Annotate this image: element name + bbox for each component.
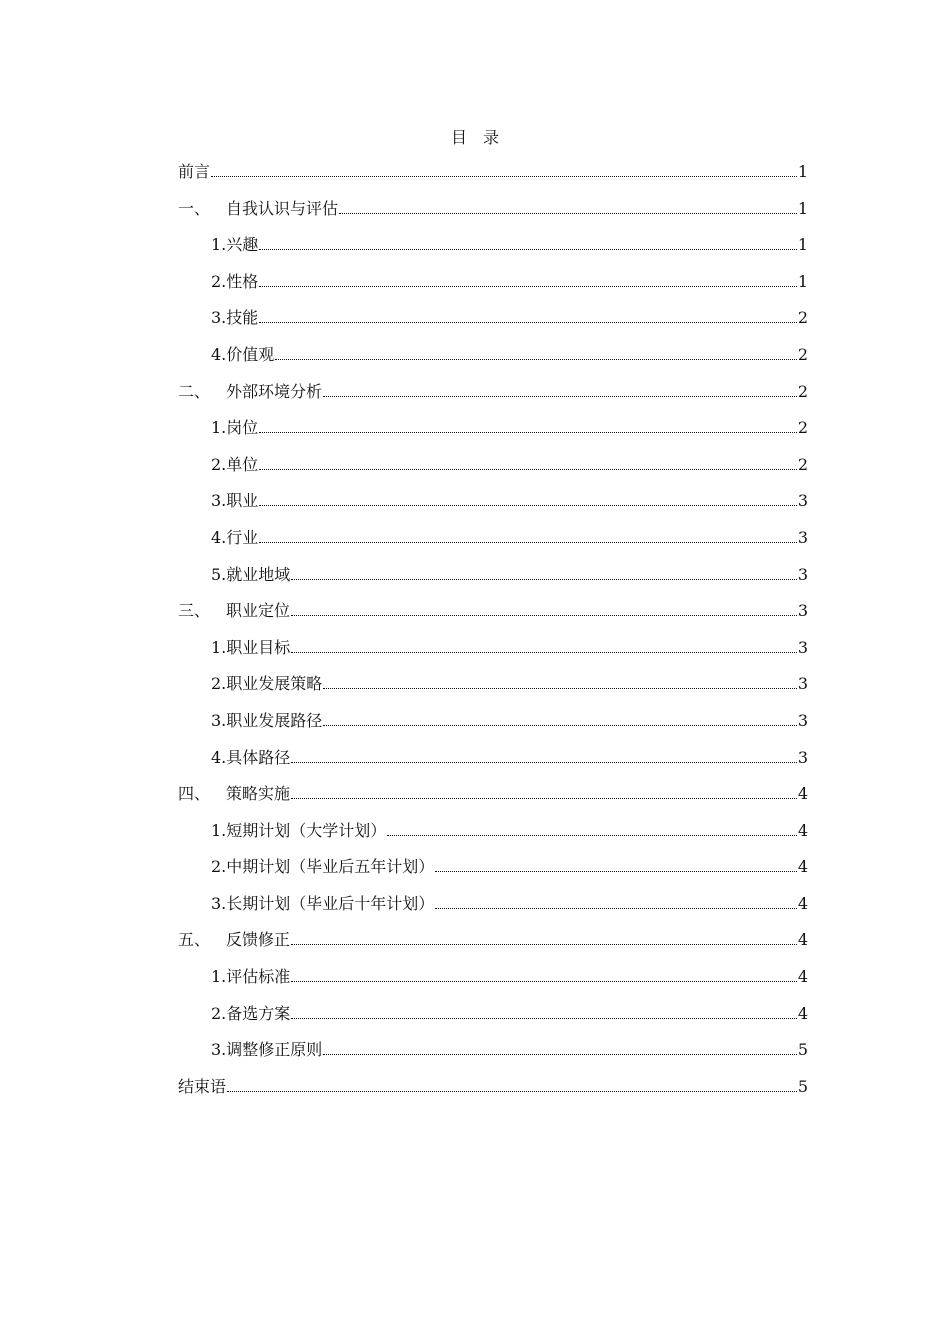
toc-entry-text: 外部环境分析 (226, 381, 323, 401)
toc-entry-number: 2. (211, 674, 227, 694)
toc-entry[interactable] (178, 343, 808, 380)
toc-entry-text: 策略实施 (226, 784, 291, 804)
toc-entry-number: 2. (211, 1003, 227, 1023)
toc-entry[interactable] (178, 1075, 808, 1112)
toc-dot-leader (291, 1018, 797, 1019)
toc-entry[interactable] (178, 1038, 808, 1075)
toc-entry-text: 职业定位 (226, 601, 291, 621)
toc-entry[interactable] (178, 453, 808, 490)
toc-page-number: 3 (797, 601, 808, 621)
toc-entry-text: 价值观 (226, 344, 275, 364)
toc-entry[interactable] (178, 709, 808, 746)
toc-entry-number: 一、 (178, 198, 211, 218)
toc-dot-leader (259, 505, 797, 506)
toc-entry[interactable] (178, 819, 808, 856)
toc-dot-leader (259, 249, 797, 250)
toc-entry-text: 性格 (226, 271, 259, 291)
toc-entry[interactable] (178, 416, 808, 453)
toc-entry-number: 4. (211, 344, 227, 364)
toc-entry-number: 四、 (178, 784, 211, 804)
toc-entry-text: 单位 (226, 454, 259, 474)
toc-dot-leader (259, 322, 797, 323)
toc-page-number: 3 (797, 710, 808, 730)
toc-entry[interactable] (178, 306, 808, 343)
toc-entry-number: 3. (211, 1040, 227, 1060)
toc-entry-number: 5. (211, 564, 227, 584)
toc-entry-text: 行业 (226, 527, 259, 547)
toc-page-number: 5 (797, 1040, 808, 1060)
toc-entry-text: 职业发展路径 (226, 710, 323, 730)
toc-entry-text: 岗位 (226, 418, 259, 438)
toc-page-number: 2 (797, 381, 808, 401)
toc-page-number: 1 (797, 198, 808, 218)
toc-entry-text: 自我认识与评估 (226, 198, 339, 218)
toc-entry-number: 3. (211, 710, 227, 730)
toc-dot-leader (259, 542, 797, 543)
toc-entry-text: 兴趣 (226, 235, 259, 255)
toc-dot-leader (291, 762, 797, 763)
toc-dot-leader (275, 359, 797, 360)
toc-entry-text: 结束语 (178, 1076, 227, 1096)
toc-entry-text: 就业地域 (226, 564, 291, 584)
toc-dot-leader (323, 725, 797, 726)
toc-page-number: 3 (797, 637, 808, 657)
toc-entry-text: 职业 (226, 491, 259, 511)
toc-entry-number: 2. (211, 857, 227, 877)
toc-entry[interactable] (178, 746, 808, 783)
toc-page-number: 3 (797, 491, 808, 511)
toc-entry-text: 备选方案 (226, 1003, 291, 1023)
toc-entry[interactable] (178, 672, 808, 709)
toc-page-number: 1 (797, 271, 808, 291)
toc-dot-leader (291, 981, 797, 982)
toc-entry-number: 五、 (178, 930, 211, 950)
toc-entry-number: 4. (211, 527, 227, 547)
toc-dot-leader (323, 688, 797, 689)
toc-entry-number: 4. (211, 747, 227, 767)
toc-entry[interactable] (178, 270, 808, 307)
toc-dot-leader (435, 908, 797, 909)
toc-entry[interactable] (178, 928, 808, 965)
toc-entry-number: 3. (211, 893, 227, 913)
toc-entry-number: 2. (211, 271, 227, 291)
toc-entry-text: 调整修正原则 (226, 1040, 323, 1060)
toc-dot-leader (323, 1054, 797, 1055)
toc-entry[interactable] (178, 526, 808, 563)
toc-entry-number: 二、 (178, 381, 211, 401)
toc-entry[interactable] (178, 1002, 808, 1039)
toc-entry[interactable] (178, 599, 808, 636)
toc-dot-leader (211, 176, 797, 177)
toc-page-number: 2 (797, 418, 808, 438)
toc-page-number: 3 (797, 747, 808, 767)
toc-page-number: 3 (797, 674, 808, 694)
toc-entry-number: 1. (211, 418, 227, 438)
toc-page-number: 4 (797, 857, 808, 877)
toc-entry-number: 1. (211, 820, 227, 840)
toc-entry-number: 3. (211, 308, 227, 328)
toc-page-number: 3 (797, 564, 808, 584)
toc-page-number: 4 (797, 820, 808, 840)
toc-entry[interactable] (178, 160, 808, 197)
toc-entry-text: 评估标准 (226, 967, 291, 987)
toc-dot-leader (291, 579, 797, 580)
toc-dot-leader (259, 286, 797, 287)
toc-entry[interactable] (178, 233, 808, 270)
toc-dot-leader (291, 798, 797, 799)
toc-dot-leader (291, 944, 797, 945)
toc-dot-leader (259, 432, 797, 433)
toc-page-number: 1 (797, 162, 808, 181)
toc-entry-number: 1. (211, 235, 227, 255)
toc-page-number: 5 (797, 1076, 808, 1096)
toc-entry[interactable] (178, 563, 808, 600)
toc-entry-text: 长期计划（毕业后十年计划） (226, 893, 435, 913)
toc-entry[interactable] (178, 782, 808, 819)
toc-page-number: 4 (797, 784, 808, 804)
toc-entry-text: 职业目标 (226, 637, 291, 657)
toc-entry-text: 技能 (226, 308, 259, 328)
toc-entry-text: 具体路径 (226, 747, 291, 767)
toc-title: 目 录 (450, 128, 499, 147)
toc-page-number: 2 (797, 308, 808, 328)
table-of-contents (178, 160, 808, 1111)
toc-dot-leader (227, 1091, 797, 1092)
toc-entry-text: 反馈修正 (226, 930, 291, 950)
toc-entry-text: 中期计划（毕业后五年计划） (226, 857, 435, 877)
toc-entry-number: 1. (211, 967, 227, 987)
toc-entry-number: 三、 (178, 601, 211, 621)
toc-dot-leader (259, 469, 797, 470)
toc-entry[interactable] (178, 892, 808, 929)
toc-entry-number: 3. (211, 491, 227, 511)
toc-page-number: 1 (797, 235, 808, 255)
toc-entry-number: 2. (211, 454, 227, 474)
toc-page-number: 4 (797, 1003, 808, 1023)
toc-dot-leader (339, 213, 797, 214)
toc-page-number: 2 (797, 454, 808, 474)
toc-entry[interactable] (178, 855, 808, 892)
toc-page-number: 3 (797, 527, 808, 547)
toc-entry[interactable] (178, 965, 808, 1002)
toc-entry[interactable] (178, 380, 808, 417)
toc-entry[interactable] (178, 636, 808, 673)
toc-page-number: 4 (797, 930, 808, 950)
toc-dot-leader (323, 396, 797, 397)
toc-entry-text: 前言 (178, 162, 211, 181)
toc-entry[interactable] (178, 197, 808, 234)
toc-entry[interactable] (178, 489, 808, 526)
toc-dot-leader (291, 652, 797, 653)
toc-dot-leader (387, 835, 797, 836)
toc-entry-number: 1. (211, 637, 227, 657)
toc-dot-leader (435, 871, 797, 872)
toc-dot-leader (291, 615, 797, 616)
toc-entry-text: 短期计划（大学计划） (226, 820, 387, 840)
toc-page-number: 2 (797, 344, 808, 364)
toc-entry-text: 职业发展策略 (226, 674, 323, 694)
toc-page-number: 4 (797, 893, 808, 913)
toc-page-number: 4 (797, 967, 808, 987)
